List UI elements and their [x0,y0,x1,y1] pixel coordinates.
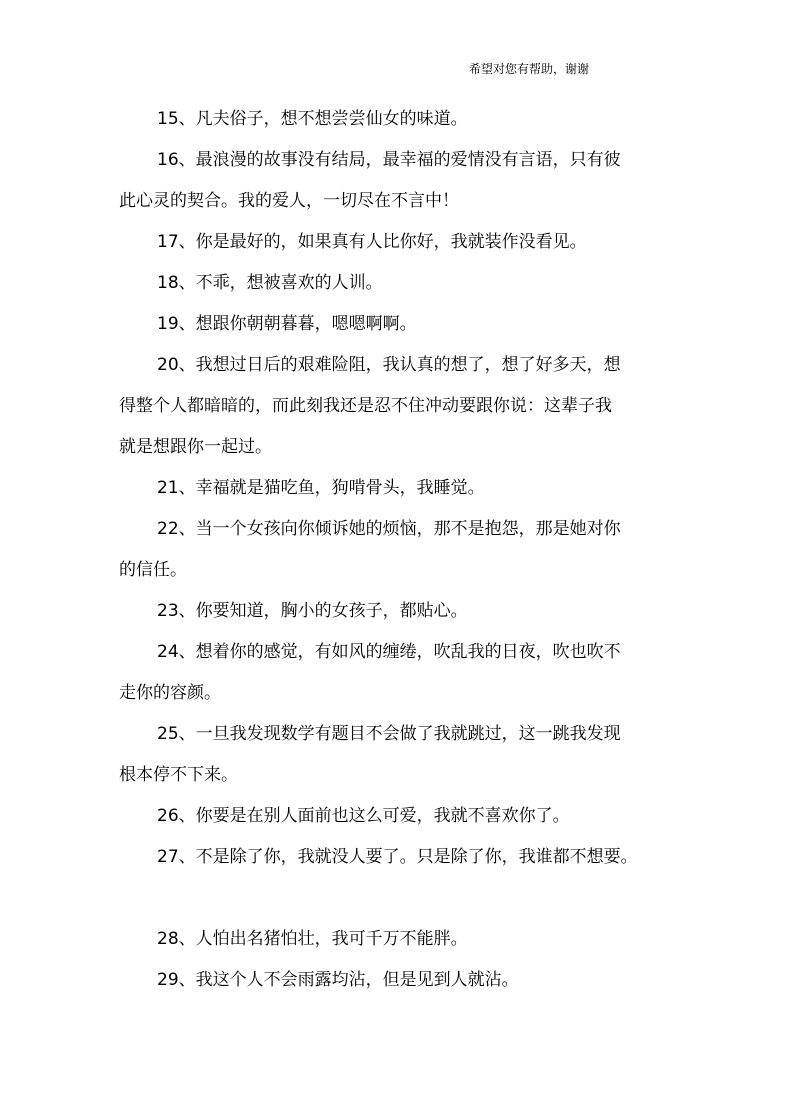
paragraph-line: 25、一旦我发现数学有题目不会做了我就跳过，这一跳我发现 [157,724,621,744]
paragraph-23 [119,591,679,632]
paragraph-line: 22、当一个女孩向你倾诉她的烦恼，那不是抱怨，那是她对你 [157,519,621,539]
paragraph-26 [119,796,679,837]
paragraph-line: 走你的容颜。 [119,683,221,703]
blank-line [119,878,679,919]
paragraph-27 [119,837,679,878]
page-header: 希望对您有帮助，谢谢 [469,62,590,76]
paragraph-25 [119,714,679,796]
document-body [119,99,679,1001]
paragraph-18 [119,263,679,304]
paragraph-line: 19、想跟你朝朝暮暮，嗯嗯啊啊。 [157,314,417,334]
paragraph-line: 24、想着你的感觉，有如风的缠绻，吹乱我的日夜，吹也吹不 [157,642,621,662]
paragraph-29 [119,960,679,1001]
paragraph-line: 的信任。 [119,560,187,580]
paragraph-line: 28、人怕出名猪怕壮，我可千万不能胖。 [157,929,468,949]
paragraph-line: 23、你要知道，胸小的女孩子，都贴心。 [157,601,468,621]
paragraph-line: 就是想跟你一起过。 [119,437,272,457]
paragraph-line: 此心灵的契合。我的爱人，一切尽在不言中！ [119,191,459,211]
paragraph-line: 16、最浪漫的故事没有结局，最幸福的爱情没有言语，只有彼 [157,150,621,170]
paragraph-22 [119,509,679,591]
paragraph-line: 29、我这个人不会雨露均沾，但是见到人就沾。 [157,970,519,990]
paragraph-28 [119,919,679,960]
paragraph-24 [119,632,679,714]
paragraph-15 [119,99,679,140]
paragraph-21 [119,468,679,509]
paragraph-16 [119,140,679,222]
paragraph-line: 15、凡夫俗子，想不想尝尝仙女的味道。 [157,109,468,129]
paragraph-line: 17、你是最好的，如果真有人比你好，我就装作没看见。 [157,232,587,252]
paragraph-20 [119,345,679,468]
paragraph-line: 根本停不下来。 [119,765,238,785]
paragraph-19 [119,304,679,345]
paragraph-line: 18、不乖，想被喜欢的人训。 [157,273,383,293]
paragraph-line: 27、不是除了你，我就没人要了。只是除了你，我谁都不想要。 [157,847,638,867]
paragraph-line: 21、幸福就是猫吃鱼，狗啃骨头，我睡觉。 [157,478,485,498]
paragraph-line: 得整个人都暗暗的，而此刻我还是忍不住冲动要跟你说：这辈子我 [119,396,612,416]
paragraph-line: 26、你要是在别人面前也这么可爱，我就不喜欢你了。 [157,806,570,826]
paragraph-line: 20、我想过日后的艰难险阻，我认真的想了，想了好多天，想 [157,355,621,375]
paragraph-17 [119,222,679,263]
